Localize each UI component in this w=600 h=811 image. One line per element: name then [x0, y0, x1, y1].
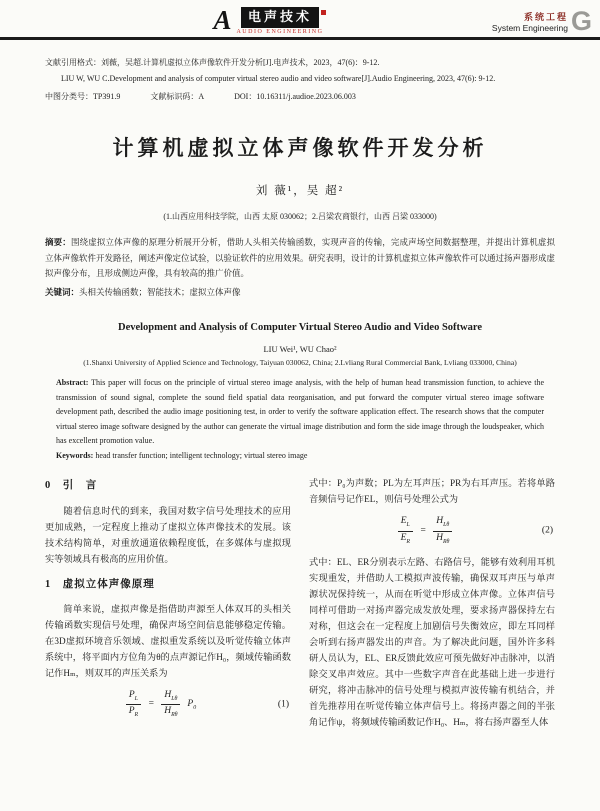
- left-column: [45, 475, 291, 730]
- citation-en: LIU W, WU C.Development and analysis of computer virtual stereo audio and video software[J].Audio Engineering, 2023, 47(6): 9-12.: [61, 73, 496, 83]
- formula-2-explanation: 式中：EL、ER分别表示左路、右路信号，能够有效利用耳机实现重发，并借助人工模拟声波传输，确保双耳声压与单声源状况保持统一，从而在听觉中形成立体声像。立体声信号同样可借助一对扬声器完成发放处理，要求扬声器保持左右对称，但这会在一定程度上加剧信号失衡效应，即左耳同样会听到右扬声器发出的声音。为了解决此问题，国外许多科研人员认为，EL、ER反馈此效应可预先做好冲击脉冲，以消除交叉串声效应。其中一些数字声音在此基础上进一步进行研究，将冲击脉冲的信号处理与模拟声波传输有机结合，并首先推荐用在听觉传输立体声信号上。将扬声器之间的半张角记作ψ，将频域传输函数记作H₀、Hₘ，将右扬声器至人体: [309, 556, 555, 727]
- journal-name-en: AUDIO ENGINEERING: [236, 28, 324, 35]
- keywords-cn-label: 关键词：: [45, 286, 80, 297]
- paper-title-cn: 计算机虚拟立体声像软件开发分析: [112, 135, 488, 160]
- section-0-heading: 0 引 言: [45, 480, 98, 492]
- formula-2-right-numerator: $H_{L\theta}$: [433, 516, 452, 531]
- section-1-heading: 1 虚拟立体声像原理: [45, 578, 155, 590]
- journal-header: [0, 0, 600, 36]
- formula-2-left-numerator: $E_L$: [398, 516, 413, 531]
- abstract-cn-text: 围绕虚拟立体声像的原理分析展开分析，借助人头相关传输函数，实现声音的传输，完成声场空间数据整理，并提出计算机虚拟立体声像软件开发路径，阐述声像定位试验，以验证软件的应用效果。研究表明，设计的计算机虚拟立体声像软件可以通过扬声器形成虚拟声像分布，且形成侧边声像，具有较高的推广价值。: [45, 236, 556, 279]
- section-1-paragraph: 简单来说，虚拟声像是指借助声源至人体双耳的头相关传输函数实现信号处理，确保声场空间信息能够稳定传输。在3D虚拟环境音乐领域、虚拟重发系统以及听觉传输立体声系统中，将平面内方位角为θ的点声源记作H₀，频域传输函数记作Hₘ，则双耳的声压关系为: [45, 603, 291, 678]
- authors-cn: 刘 薇¹，吴 超²: [255, 184, 345, 197]
- formula-1-right-fraction: [161, 690, 180, 720]
- formula-2-right-denominator: $H_{R\theta}$: [436, 532, 450, 545]
- formula-1-number: (1): [277, 699, 289, 710]
- english-block: [56, 321, 544, 461]
- journal-logo-text: [236, 7, 323, 35]
- formula-2: [309, 516, 553, 546]
- keywords-en-label: Keywords:: [56, 451, 96, 461]
- intro-paragraph: 随着信息时代的到来，我国对数字信号处理技术的应用更加成熟，一定程度上推动了虚拟立体声像技术的发展。该技术结构简单，对重放通道依赖程度低，在多媒体与虚拟现实等领域具有极高的应用价值。: [45, 505, 291, 564]
- column-labels: [492, 10, 568, 33]
- formula-1-tail: $P_0$: [187, 699, 197, 711]
- paper-title-en: Development and Analysis of Computer Virtual Stereo Audio and Video Software: [117, 321, 483, 333]
- formula-1-left-denominator: $P_R$: [128, 706, 139, 718]
- citation-meta: [45, 89, 555, 105]
- formula-1-left-fraction: [126, 690, 141, 720]
- journal-logo: [213, 7, 323, 35]
- formula-1-left-numerator: $P_L$: [126, 690, 141, 705]
- keywords-cn-text: 头相关传输函数；智能技术；虚拟立体声像: [79, 286, 241, 297]
- keywords-en-text: head transfer function; intelligent technology; virtual stereo image: [95, 451, 308, 461]
- citation-cn: 文献引用格式：刘薇，吴超.计算机虚拟立体声像软件开发分析[J].电声技术，2023，47(6)：9-12.: [45, 58, 380, 67]
- column-name-cn: 系统工程: [523, 11, 568, 22]
- formula-1: [45, 689, 289, 720]
- affiliation-cn: (1.山西应用科技学院，山西 太原 030062；2.吕梁农商银行，山西 吕梁 033000): [163, 211, 437, 221]
- abstract-en-text: This paper will focus on the principle of virtual stereo image analysis, with the help of human head transmission function, to achieve the transmission of sound signal, complete the sound field spatial data reorganisation, and put forward the computer virtual stereo image software development path, described the audio image positioning test, in order to verify the software application effect. The research shows that the computer virtual stereo image software designed by the author can generate the virtual image distribution and form the side image through the loudspeaker, which has excellent promotion value.: [56, 378, 544, 445]
- citation-block: [45, 55, 555, 105]
- formula-2-right-fraction: [433, 516, 452, 546]
- affiliation-en: (1.Shanxi University of Applied Science and Technology, Taiyuan 030062, China; 2.Lvliang Rural Commercial Bank, Lvliang 033000, China): [83, 358, 517, 368]
- clc-number: 中图分类号：TP391.9: [45, 92, 121, 102]
- abstract-cn-label: 摘要：: [45, 236, 71, 247]
- formula-2-left-fraction: [398, 516, 413, 546]
- right-column: [309, 475, 555, 730]
- formula-2-equals: =: [419, 525, 427, 536]
- abstract-en-label: Abstract:: [56, 378, 92, 388]
- abstract-cn: [45, 235, 555, 282]
- column-name-en: System Engineering: [491, 22, 568, 33]
- column-g-mark: G: [571, 6, 593, 36]
- abstract-en: [56, 376, 544, 448]
- formula-1-equals: =: [147, 699, 155, 710]
- column-banner: [491, 6, 593, 36]
- keywords-en: [56, 451, 544, 460]
- journal-name-cn: 电声技术: [241, 7, 319, 28]
- header-divider: [0, 37, 600, 40]
- formula-2-left-denominator: $E_R$: [400, 532, 410, 545]
- doi: DOI：10.16311/j.audioe.2023.06.003: [234, 92, 356, 102]
- body-columns: [45, 475, 555, 730]
- formula-1-right-numerator: $H_{L\theta}$: [161, 690, 180, 705]
- document-code: 文献标识码：A: [150, 92, 205, 102]
- authors-en: LIU Wei¹, WU Chao²: [263, 344, 337, 355]
- formula-2-number: (2): [541, 525, 553, 536]
- journal-logo-a-mark: A: [213, 5, 232, 36]
- keywords-cn: [45, 285, 555, 301]
- formula-1-explanation: 式中：P₀为声数；PL为左耳声压；PR为右耳声压。若将单路音频信号记作EL，则信号处理公式为: [309, 478, 555, 505]
- formula-1-right-denominator: $H_{R\theta}$: [164, 706, 178, 718]
